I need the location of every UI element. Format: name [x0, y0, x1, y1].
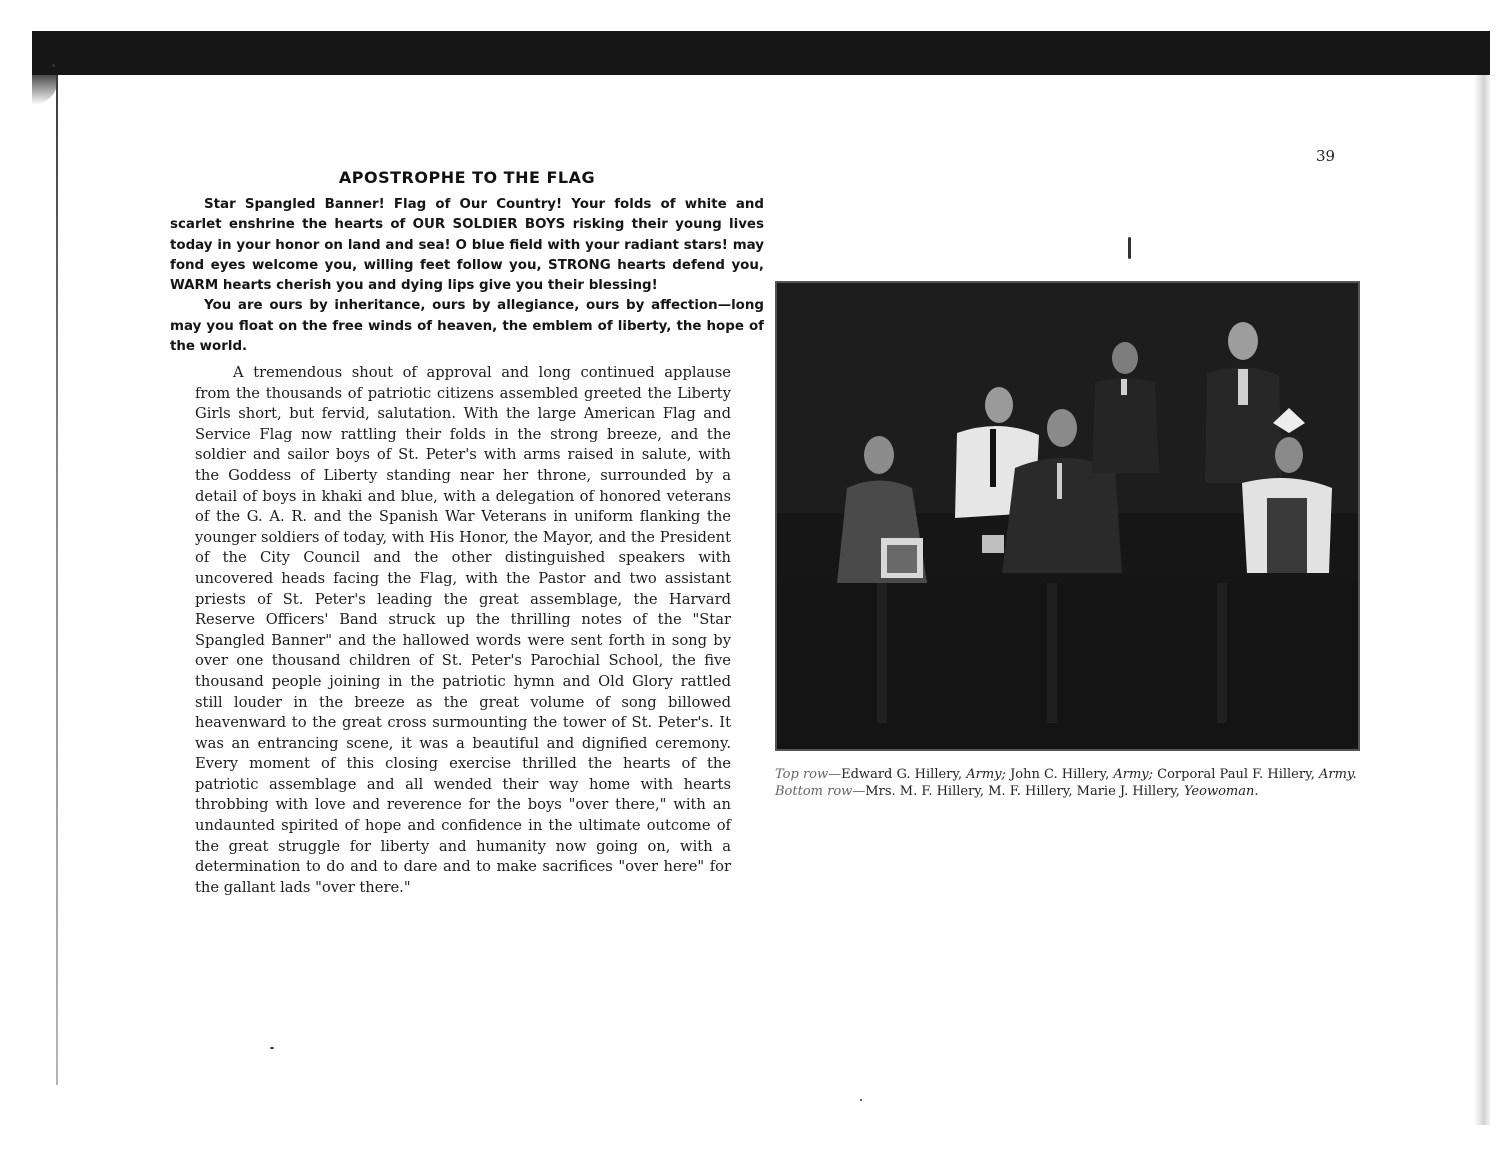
scan-speck	[1128, 237, 1131, 259]
caption-top-row	[775, 766, 1365, 783]
caption-top-branch-2: Army;	[1113, 767, 1153, 782]
caption-bottom-branch: Yeowoman.	[1183, 784, 1259, 799]
body-paragraph: A tremendous shout of approval and long continued applause from the thousands of patriotic citizens assembled greeted the Liberty Girls short, but fervid, salutation. With the large American Flag and Service Flag now rattling their folds in the strong breeze, and the soldier and sailor boys of St. Peter's with arms raised in salute, with the Goddess of Liberty standing near her throne, surrounded by a detail of boys in khaki and blue, with a delegation of honored veterans of the G. A. R. and the Spanish War Veterans in uniform flanking the younger soldiers of today, with His Honor, the Mayor, and the President of the City Council and the other distinguished speakers with uncovered heads facing the Flag, with the Pastor and two assistant priests of St. Peter's leading the great assemblage, the Harvard Reserve Officers' Band struck up the thrilling notes of the "Star Spangled Banner" and the hallowed words were sent forth in song by over one thousand children of St. Peter's Parochial School, the five thousand people joining in the patriotic hymn and Old Glory rattled still louder in the breeze as the great volume of song billowed heavenward to the great cross surmounting the tower of St. Peter's. It was an entrancing scene, it was a beautiful and dignified ceremony. Every moment of this closing exercise thrilled the hearts of the patriotic assemblage and all wended their way home with hearts throbbing with love and reverence for the boys "over there," with an undaunted spirited of hope and confidence in the ultimate outcome of the great struggle for liberty and humanity now going on, with a determination to do and to dare and to make sacrifices "over here" for the gallant lads "over there."	[195, 364, 731, 896]
scan-speck	[860, 1099, 862, 1101]
caption-bottom-row	[775, 783, 1365, 800]
scan-top-border	[32, 31, 1490, 75]
scan-speck	[270, 1047, 274, 1049]
caption-bottom-names: Mrs. M. F. Hillery, M. F. Hillery, Marie J. Hillery,	[865, 784, 1184, 799]
intro-paragraph-2: You are ours by inheritance, ours by allegiance, ours by affection—long may you float on the free winds of heaven, the emblem of liberty, the hope of the world.	[170, 298, 764, 355]
caption-top-name-1: Edward G. Hillery,	[841, 767, 967, 782]
apostrophe-text	[170, 195, 764, 357]
intro-paragraph-1: Star Spangled Banner! Flag of Our Country! Your folds of white and scarlet enshrine the hearts of OUR SOLDIER BOYS risking their young lives today in your honor on land and sea! O blue field with your radiant stars! may fond eyes welcome you, willing feet follow you, STRONG hearts defend you, WARM hearts cherish you and dying lips give you their blessing!	[170, 197, 764, 294]
caption-top-name-2: John C. Hillery,	[1010, 767, 1114, 782]
page-number: 39	[1316, 147, 1336, 165]
caption-top-name-3: Corporal Paul F. Hillery,	[1157, 767, 1319, 782]
caption-top-branch-1: Army;	[966, 767, 1006, 782]
article-title: APOSTROPHE TO THE FLAG	[338, 168, 596, 187]
scan-left-edge	[56, 75, 58, 1085]
photo-caption	[775, 766, 1365, 800]
photograph-figures	[777, 283, 1358, 749]
family-photograph	[775, 281, 1360, 751]
caption-top-branch-3: Army.	[1318, 767, 1357, 782]
scan-speck	[52, 64, 55, 67]
caption-top-row-label: Top row—	[775, 767, 842, 782]
scan-right-edge	[1474, 75, 1490, 1125]
scan-left-curl	[32, 75, 58, 105]
caption-bottom-row-label: Bottom row—	[775, 784, 866, 799]
